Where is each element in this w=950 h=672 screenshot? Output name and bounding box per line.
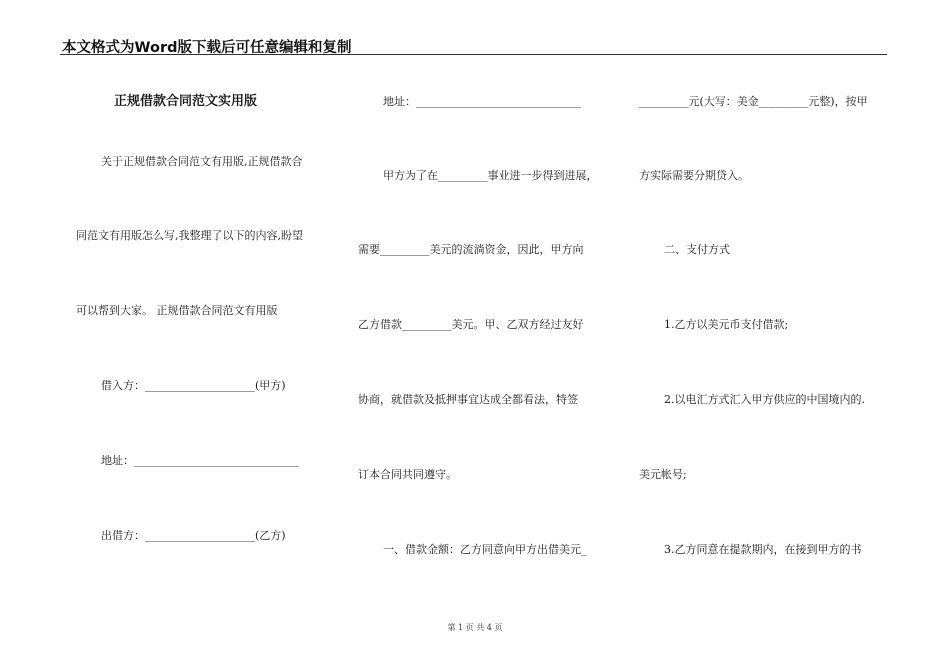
borrower-field: 借入方：____________________(甲方) (101, 379, 286, 392)
section-loan-amount: 一、借款金额：乙方同意向甲方出借美元_ (383, 543, 587, 556)
left-line-3: 可以帮到大家。 正规借款合同范文有用版 (76, 304, 278, 317)
right-line-1: _________元(大写：美金_________元整)，按甲 (639, 95, 868, 108)
section-payment-method: 二、支付方式 (664, 243, 730, 256)
header-divider (60, 54, 887, 55)
borrower-address-field: 地址：______________________________ (101, 454, 299, 467)
middle-line-1: 甲方为了在_________事业进一步得到进展， (383, 169, 598, 182)
payment-item-1: 1.乙方以美元币支付借款; (664, 318, 789, 331)
left-line-2: 同范文有用版怎么写,我整理了以下的内容,盼望 (76, 229, 303, 242)
page-number: 第 1 页 共 4 页 (447, 623, 503, 632)
middle-line-3: 乙方借款_________美元。甲、乙双方经过友好 (358, 318, 584, 331)
middle-line-2: 需要_________美元的流淌资金，因此，甲方向 (358, 243, 584, 256)
middle-line-5: 订本合同共同遵守。 (358, 468, 457, 481)
payment-item-2-cont: 美元帐号; (639, 468, 687, 481)
payment-item-2: 2.以电汇方式汇入甲方供应的中国境内的. (664, 393, 865, 406)
document-header-title: 本文格式为Word版下载后可任意编辑和复制 (62, 40, 352, 56)
payment-item-3: 3.乙方同意在提款期内，在接到甲方的书 (664, 543, 862, 556)
right-line-2: 方实际需要分期贷入。 (639, 169, 749, 182)
document-title: 正规借款合同范文实用版 (114, 94, 258, 109)
left-line-1: 关于正规借款合同范文有用版,正规借款合 (101, 155, 303, 168)
lender-address-field: 地址：______________________________ (383, 95, 581, 108)
middle-line-4: 协商，就借款及抵押事宜达成全都看法，特签 (358, 393, 578, 406)
lender-field: 出借方：____________________(乙方) (101, 529, 286, 542)
